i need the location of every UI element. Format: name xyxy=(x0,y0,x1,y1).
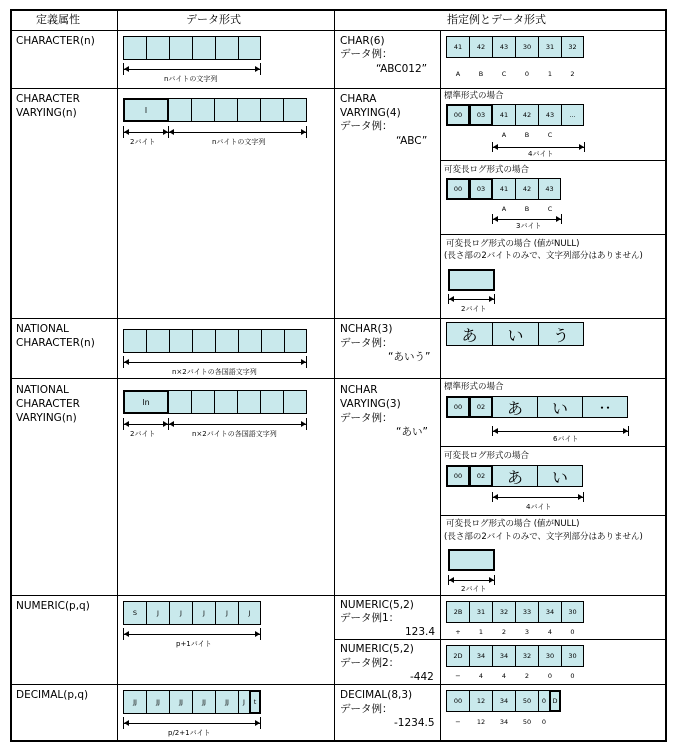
row-divider xyxy=(10,684,667,685)
arrow-right-icon xyxy=(489,577,494,583)
byte-cell xyxy=(123,36,147,60)
arrow-right-icon xyxy=(255,720,260,726)
dimension-line xyxy=(124,132,168,133)
len-hex-cell: 02 xyxy=(469,396,493,418)
char-label: 0 xyxy=(570,672,575,680)
hex-cell: 33 xyxy=(515,601,539,623)
arrow-right-icon xyxy=(623,428,628,434)
arrow-right-icon xyxy=(163,421,168,427)
example-spec: CHARA VARYING(4) xyxy=(340,93,401,119)
char-label: 0 xyxy=(570,628,575,636)
byte-cell xyxy=(169,36,193,60)
nchar-cell: あ xyxy=(492,396,538,418)
byte-cell xyxy=(283,98,307,122)
subrow-divider xyxy=(440,515,666,516)
arrow-right-icon xyxy=(163,129,168,135)
digit-cell: J xyxy=(238,690,250,714)
dim-label: p/2+1バイト xyxy=(168,729,211,737)
arrow-left-icon xyxy=(169,129,174,135)
example-label: データ例： xyxy=(340,412,393,424)
table-border-bottom xyxy=(10,740,667,742)
dimension-line xyxy=(124,634,260,635)
table-border-right xyxy=(665,9,667,742)
dim-tick xyxy=(494,575,495,585)
nchar-cell: う xyxy=(538,322,584,346)
hex-cell: ... xyxy=(561,104,584,126)
attr-character: CHARACTER(n) xyxy=(16,35,95,47)
dim-tick xyxy=(584,142,585,152)
byte-cell xyxy=(168,390,192,414)
byte-cell xyxy=(214,390,238,414)
dim-tick xyxy=(628,426,629,436)
len-hex-cell: 00 xyxy=(446,465,470,487)
subrow-divider xyxy=(440,234,666,235)
len-hex-cell: 03 xyxy=(469,104,493,126)
byte-cell xyxy=(238,36,261,60)
arrow-right-icon xyxy=(301,359,306,365)
length-cell: l xyxy=(123,98,169,122)
header-attr: 定義属性 xyxy=(36,13,80,26)
hex-cell: 42 xyxy=(515,178,539,200)
arrow-right-icon xyxy=(301,421,306,427)
example-spec: NCHAR VARYING(3) xyxy=(340,384,401,410)
byte-cell xyxy=(260,98,284,122)
row-divider xyxy=(10,318,667,319)
arrow-right-icon xyxy=(255,631,260,637)
dim-label: n×2バイトの各国語文字列 xyxy=(192,430,277,438)
byte-cell xyxy=(284,329,307,353)
nchar-cell: い xyxy=(537,465,583,487)
hex-cell: 42 xyxy=(515,104,539,126)
char-label: C xyxy=(501,70,507,78)
example-value: “ABC” xyxy=(396,135,428,147)
byte-cell xyxy=(214,98,238,122)
arrow-left-icon xyxy=(124,129,129,135)
char-label: 2 xyxy=(524,672,530,680)
subrow-divider xyxy=(334,639,666,640)
digit-cell: JJ xyxy=(169,690,193,714)
header-format: データ形式 xyxy=(186,13,241,26)
digit-cell: J xyxy=(192,601,216,625)
dim-label: 4バイト xyxy=(526,503,552,511)
arrow-left-icon xyxy=(493,144,498,150)
char-label: A xyxy=(501,131,507,139)
digit-cell: J xyxy=(238,601,261,625)
attr-nchar: NATIONAL CHARACTER(n) xyxy=(16,323,95,349)
arrow-left-icon xyxy=(493,216,498,222)
hex-cell: 34 xyxy=(538,601,562,623)
char-label: 4 xyxy=(547,628,553,636)
row-divider xyxy=(10,30,667,31)
len-hex-cell: 00 xyxy=(446,178,470,200)
attr-varchar: CHARACTER VARYING(n) xyxy=(16,93,80,119)
char-label: 3 xyxy=(524,628,530,636)
len-hex-cell: 03 xyxy=(469,178,493,200)
char-label: 50 xyxy=(522,718,532,726)
byte-cell xyxy=(168,98,192,122)
byte-cell xyxy=(123,329,147,353)
digit-cell: JJ xyxy=(146,690,170,714)
length-cell xyxy=(448,549,495,571)
char-label: C xyxy=(547,131,553,139)
dim-label: nバイトの文字列 xyxy=(212,138,266,146)
digit-cell: JJ xyxy=(123,690,147,714)
hex-cell: 43 xyxy=(538,104,562,126)
byte-cell xyxy=(237,390,261,414)
varlog-format-title: 可変長ログ形式の場合 xyxy=(444,165,530,175)
byte-cell xyxy=(260,390,284,414)
hex-cell: 2D xyxy=(446,645,470,667)
sign-cell: t xyxy=(249,690,261,714)
example-value: “あいう” xyxy=(388,351,431,363)
byte-cell xyxy=(261,329,285,353)
dim-tick xyxy=(260,63,261,75)
subrow-divider xyxy=(440,160,666,161)
char-label: 0 xyxy=(541,718,547,726)
char-label: + xyxy=(455,628,461,636)
dim-label: nバイトの文字列 xyxy=(164,75,218,83)
char-label: 34 xyxy=(499,718,509,726)
arrow-right-icon xyxy=(301,129,306,135)
example-spec: NUMERIC(5,2) xyxy=(340,643,414,655)
dimension-line xyxy=(493,497,583,498)
column-divider xyxy=(440,30,441,741)
char-label: 4 xyxy=(501,672,507,680)
null-format-title: 可変長ログ形式の場合 (値がNULL) xyxy=(446,239,580,249)
example-spec: NUMERIC(5,2) xyxy=(340,599,414,611)
char-label: − xyxy=(455,718,461,726)
dimension-line xyxy=(124,424,168,425)
arrow-left-icon xyxy=(493,494,498,500)
byte-cell xyxy=(191,98,215,122)
char-label: 2 xyxy=(501,628,507,636)
len-hex-cell: 02 xyxy=(469,465,493,487)
hex-cell: 30 xyxy=(561,645,584,667)
hex-cell: 30 xyxy=(561,601,584,623)
nchar-cell: ･･ xyxy=(582,396,628,418)
length-cell xyxy=(448,269,495,291)
hex-cell: 12 xyxy=(469,690,493,712)
hex-cell: 30 xyxy=(515,36,539,58)
char-label: 4 xyxy=(478,672,484,680)
dimension-line xyxy=(493,219,561,220)
null-format-note: (長さ部の2バイトのみで、文字列部分はありません) xyxy=(444,251,643,261)
hex-cell: 43 xyxy=(538,178,561,200)
dimension-line xyxy=(493,147,584,148)
hex-cell: 34 xyxy=(492,645,516,667)
char-label: 0 xyxy=(547,672,553,680)
dim-tick xyxy=(494,294,495,304)
arrow-left-icon xyxy=(493,428,498,434)
dim-label: n×2バイトの各国語文字列 xyxy=(172,368,257,376)
hex-cell: 31 xyxy=(469,601,493,623)
hex-cell: 50 xyxy=(515,690,539,712)
column-divider xyxy=(117,9,118,742)
char-label: 1 xyxy=(547,70,553,78)
dim-label: 2バイト xyxy=(461,305,487,313)
attr-decimal: DECIMAL(p,q) xyxy=(16,689,89,701)
standard-format-title: 標準形式の場合 xyxy=(444,91,504,101)
hex-cell: 34 xyxy=(469,645,493,667)
hex-cell: 00 xyxy=(446,690,470,712)
hex-cell: 41 xyxy=(492,178,516,200)
null-format-title: 可変長ログ形式の場合 (値がNULL) xyxy=(446,519,580,529)
char-label: 1 xyxy=(478,628,484,636)
dimension-line xyxy=(169,424,306,425)
dim-tick xyxy=(583,492,584,502)
dim-tick xyxy=(306,356,307,368)
nchar-cell: い xyxy=(537,396,583,418)
hex-cell: 30 xyxy=(538,645,562,667)
hex-cell: 41 xyxy=(492,104,516,126)
digit-cell: JJ xyxy=(215,690,239,714)
example-label: データ例1： xyxy=(340,612,400,624)
arrow-right-icon xyxy=(255,66,260,72)
dim-label: 2バイト xyxy=(130,138,156,146)
arrow-right-icon xyxy=(489,296,494,302)
row-divider xyxy=(10,88,667,89)
example-label: データ例： xyxy=(340,703,393,715)
byte-cell xyxy=(146,36,170,60)
arrow-left-icon xyxy=(124,66,129,72)
digit-cell: S xyxy=(123,601,147,625)
char-label: 0 xyxy=(524,70,530,78)
column-divider xyxy=(334,9,335,742)
byte-cell xyxy=(237,98,261,122)
char-label: − xyxy=(455,672,461,680)
byte-cell xyxy=(215,36,239,60)
hex-cell: 0 xyxy=(538,690,550,712)
char-label: B xyxy=(524,205,530,213)
null-format-note: (長さ部の2バイトのみで、文字列部分はありません) xyxy=(444,532,643,542)
arrow-left-icon xyxy=(124,631,129,637)
dim-label: 2バイト xyxy=(461,585,487,593)
hex-cell: 32 xyxy=(492,601,516,623)
digit-cell: J xyxy=(169,601,193,625)
dim-label: p+1バイト xyxy=(176,640,212,648)
hex-cell: 31 xyxy=(538,36,562,58)
example-label: データ例2： xyxy=(340,657,400,669)
byte-cell xyxy=(146,329,170,353)
nchar-cell: あ xyxy=(492,465,538,487)
example-label: データ例： xyxy=(340,337,393,349)
attr-numeric: NUMERIC(p,q) xyxy=(16,600,90,612)
byte-cell xyxy=(238,329,262,353)
example-value: -1234.5 xyxy=(394,717,435,729)
arrow-right-icon xyxy=(579,144,584,150)
table-border-top xyxy=(10,9,667,11)
example-spec: DECIMAL(8,3) xyxy=(340,689,413,701)
byte-cell xyxy=(215,329,239,353)
char-label: 2 xyxy=(570,70,575,78)
digit-cell: JJ xyxy=(192,690,216,714)
attr-nvarchar: NATIONAL CHARACTER VARYING(n) xyxy=(16,384,80,424)
dimension-line xyxy=(449,299,494,300)
byte-cell xyxy=(191,390,215,414)
dimension-line xyxy=(449,580,494,581)
char-label: 12 xyxy=(476,718,486,726)
dimension-line xyxy=(493,431,628,432)
hex-cell: 2B xyxy=(446,601,470,623)
byte-cell xyxy=(169,329,193,353)
header-example: 指定例とデータ形式 xyxy=(447,13,546,26)
arrow-left-icon xyxy=(449,577,454,583)
dimension-line xyxy=(124,723,260,724)
dim-tick xyxy=(306,418,307,430)
arrow-left-icon xyxy=(124,720,129,726)
hex-cell: 43 xyxy=(492,36,516,58)
example-value: “ABC012” xyxy=(376,63,428,75)
nchar-cell: い xyxy=(492,322,539,346)
char-label: A xyxy=(455,70,461,78)
row-divider xyxy=(10,378,667,379)
byte-cell xyxy=(283,390,307,414)
char-label: A xyxy=(501,205,507,213)
len-hex-cell: 00 xyxy=(446,396,470,418)
example-value: 123.4 xyxy=(405,626,436,638)
dim-label: 2バイト xyxy=(130,430,156,438)
hex-cell: 32 xyxy=(561,36,584,58)
dim-label: 3バイト xyxy=(516,222,542,230)
sign-cell: D xyxy=(549,690,561,712)
nchar-cell: あ xyxy=(446,322,493,346)
row-divider xyxy=(10,595,667,596)
hex-cell: 32 xyxy=(515,645,539,667)
len-hex-cell: 00 xyxy=(446,104,470,126)
char-label: C xyxy=(547,205,553,213)
hex-cell: 42 xyxy=(469,36,493,58)
arrow-left-icon xyxy=(124,421,129,427)
example-spec: CHAR(6) xyxy=(340,35,385,47)
example-spec: NCHAR(3) xyxy=(340,323,393,335)
subrow-divider xyxy=(440,446,666,447)
char-label: B xyxy=(478,70,484,78)
arrow-right-icon xyxy=(556,216,561,222)
dim-tick xyxy=(260,717,261,729)
example-value: “あい” xyxy=(396,426,428,438)
example-label: データ例： xyxy=(340,48,393,60)
dim-tick xyxy=(561,214,562,224)
dim-label: 6バイト xyxy=(553,435,579,443)
arrow-left-icon xyxy=(449,296,454,302)
arrow-right-icon xyxy=(578,494,583,500)
byte-cell xyxy=(192,329,216,353)
length-cell: ln xyxy=(123,390,169,414)
dimension-line xyxy=(124,69,260,70)
arrow-left-icon xyxy=(169,421,174,427)
arrow-left-icon xyxy=(124,359,129,365)
hex-cell: 34 xyxy=(492,690,516,712)
digit-cell: J xyxy=(215,601,239,625)
dim-tick xyxy=(306,126,307,138)
dim-label: 4バイト xyxy=(528,150,554,158)
dimension-line xyxy=(124,362,306,363)
hex-cell: 41 xyxy=(446,36,470,58)
example-label: データ例： xyxy=(340,120,393,132)
char-label: B xyxy=(524,131,530,139)
dimension-line xyxy=(169,132,306,133)
dim-tick xyxy=(260,628,261,640)
byte-cell xyxy=(192,36,216,60)
standard-format-title: 標準形式の場合 xyxy=(444,382,504,392)
table-border-left xyxy=(10,9,12,742)
varlog-format-title: 可変長ログ形式の場合 xyxy=(444,451,530,461)
example-value: -442 xyxy=(410,671,434,683)
digit-cell: J xyxy=(146,601,170,625)
